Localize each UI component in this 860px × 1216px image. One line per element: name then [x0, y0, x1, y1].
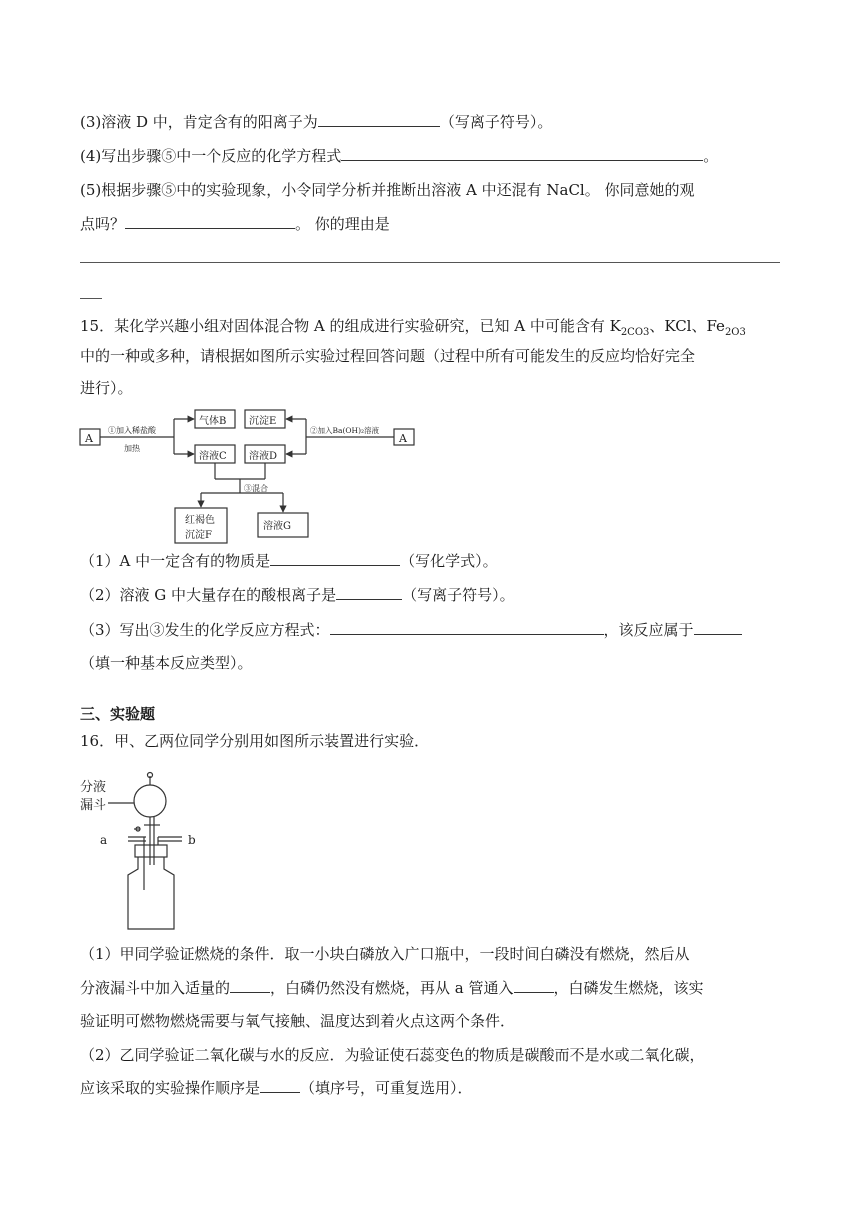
q15-flow-diagram [78, 405, 418, 545]
diagram-gas-b: 气体B [199, 416, 227, 427]
answer-blank[interactable] [694, 620, 742, 635]
apparatus-figure [78, 765, 218, 935]
answer-blank[interactable] [270, 551, 400, 566]
diagram-precip-e: 沉淀E [249, 416, 277, 427]
answer-blank[interactable] [318, 112, 440, 127]
diagram-sol-g: 溶液G [263, 521, 291, 532]
answer-blank[interactable] [514, 978, 554, 993]
diagram-a-right: A [399, 432, 407, 445]
q16-p1-line1: （1）甲同学验证燃烧的条件．取一小块白磷放入广口瓶中，一段时间白磷没有燃烧，然后从 [80, 945, 690, 963]
q15-stem-line2: 中的一种或多种，请根据如图所示实验过程回答问题（过程中所有可能发生的反应均恰好完全 [80, 347, 696, 365]
q15-sub3: （3）写出③发生的化学反应方程式： ，该反应属于 [80, 620, 742, 640]
answer-blank[interactable] [336, 585, 402, 600]
answer-blank[interactable] [230, 978, 270, 993]
q15-stem-line1: 15．某化学兴趣小组对固体混合物 A 的组成进行实验研究，已知 A 中可能含有 $K_{2CO3}$、KCl、$Fe_{2O3}$ [80, 317, 746, 338]
answer-line[interactable] [80, 262, 780, 263]
diagram-step1: ①加入稀盐酸 [108, 426, 156, 435]
section-heading: 三、实验题 [80, 705, 156, 723]
q16-p2-line1: （2）乙同学验证二氧化碳与水的反应．为验证使石蕊变色的物质是碳酸而不是水或二氧化碳， [80, 1046, 705, 1064]
diagram-step3: ③混合 [244, 484, 268, 493]
diagram-sol-d: 溶液D [249, 451, 278, 462]
figure-label-b: b [188, 833, 196, 847]
q16-stem: 16．甲、乙两位同学分别用如图所示装置进行实验． [80, 732, 430, 750]
answer-line-end [80, 298, 102, 299]
diagram-precip-f2: 沉淀F [185, 530, 212, 541]
diagram-step1b: 加热 [124, 444, 140, 453]
figure-label-2: 漏斗 [80, 798, 107, 813]
question-5: (5)根据步骤⑤中的实验现象，小令同学分析并推断出溶液 A 中还混有 NaCl。 你同意她的观 [80, 181, 695, 199]
q15-sub2: （2）溶液 G 中大量存在的酸根离子是 （写离子符号）。 [80, 586, 515, 604]
figure-label-1: 分液 [80, 780, 107, 795]
diagram-a-left: A [85, 432, 93, 445]
diagram-sol-c: 溶液C [199, 451, 227, 462]
diagram-step2: ②加入Ba(OH)₂溶液 [310, 426, 380, 435]
answer-blank[interactable] [341, 146, 703, 161]
q15-stem-line3: 进行）。 [80, 379, 133, 397]
figure-label-a: a [100, 833, 108, 847]
q16-p1-line2: 分液漏斗中加入适量的 ，白磷仍然没有燃烧，再从 a 管通入 ，白磷发生燃烧，该实 [80, 979, 704, 997]
question-3: (3)溶液 D 中，肯定含有的阳离子为 （写离子符号）。 [80, 113, 553, 131]
answer-blank[interactable] [330, 620, 604, 635]
question-5-cont: 点吗？ 。 你的理由是 [80, 215, 390, 233]
question-4: (4)写出步骤⑤中一个反应的化学方程式 。 [80, 147, 719, 165]
q15-sub1: （1）A 中一定含有的物质是 （写化学式）。 [80, 552, 498, 570]
diagram-precip-f1: 红褐色 [185, 515, 215, 526]
answer-blank[interactable] [125, 214, 295, 229]
q15-sub3-cont: （填一种基本反应类型）。 [80, 654, 253, 672]
q16-p1-line3: 验证明可燃物燃烧需要与氧气接触、温度达到着火点这两个条件． [80, 1012, 516, 1030]
q16-p2-line2: 应该采取的实验操作顺序是 （填序号，可重复选用）． [80, 1079, 473, 1097]
answer-blank[interactable] [260, 1078, 300, 1093]
